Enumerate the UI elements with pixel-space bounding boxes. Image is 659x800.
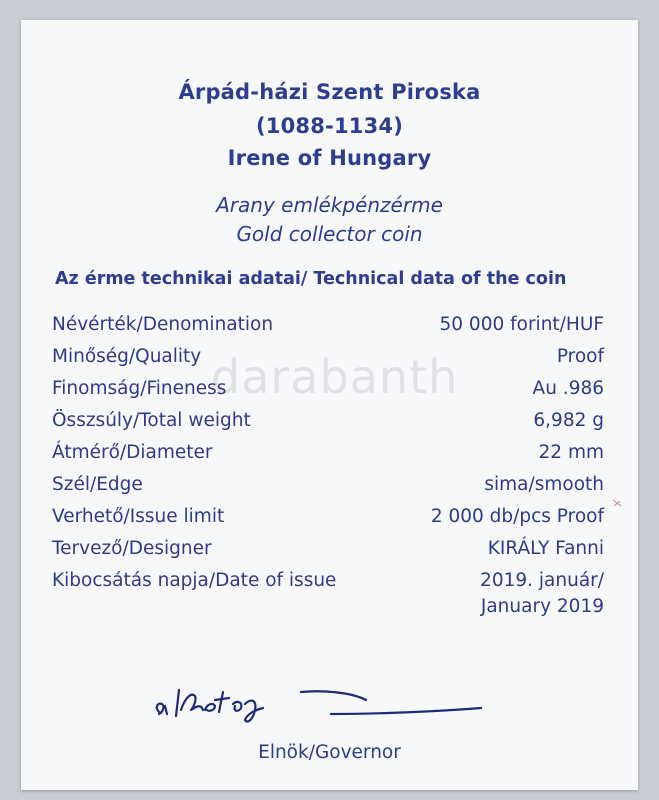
certificate-card — [21, 20, 638, 790]
row-value: 22 mm — [538, 442, 604, 463]
row-total-weight — [52, 410, 604, 434]
row-value: 2 000 db/pcs Proof — [430, 506, 604, 527]
row-value: 6,982 g — [533, 410, 604, 431]
row-label: Összsúly/Total weight — [52, 410, 251, 431]
row-label: Átmérő/Diameter — [52, 442, 213, 463]
row-value: Proof — [556, 346, 604, 367]
row-value: 50 000 forint/HUF — [439, 314, 604, 335]
row-quality — [52, 346, 604, 370]
row-value: sima/smooth — [484, 474, 604, 495]
coin-title-english: Irene of Hungary — [227, 146, 432, 170]
row-value: Au .986 — [532, 378, 604, 399]
row-label: Kibocsátás napja/Date of issue — [52, 570, 337, 591]
row-edge — [52, 474, 604, 498]
coin-type-hungarian: Arany emlékpénzérme — [216, 193, 443, 217]
row-denomination — [52, 314, 604, 338]
row-label: Névérték/Denomination — [52, 314, 274, 335]
coin-title-hungarian: Árpád-házi Szent Piroska — [178, 80, 481, 104]
row-label: Tervező/Designer — [52, 538, 212, 559]
row-label: Szél/Edge — [52, 474, 143, 495]
row-value: January 2019 — [480, 596, 604, 617]
row-value: 2019. január/ — [480, 570, 604, 591]
technical-data-heading: Az érme technikai adatai/ Technical data of the coin — [55, 269, 567, 289]
coin-years: (1088-1134) — [255, 114, 403, 138]
coin-type-english: Gold collector coin — [236, 222, 423, 246]
row-diameter — [52, 442, 604, 466]
row-issue-limit — [52, 506, 604, 530]
row-value: KIRÁLY Fanni — [487, 538, 604, 559]
row-date-of-issue — [52, 570, 604, 594]
row-designer — [52, 538, 604, 562]
governor-signature — [151, 670, 491, 730]
pencil-mark-icon — [612, 498, 622, 508]
watermark: darabanth — [211, 350, 459, 404]
row-label: Finomság/Fineness — [52, 378, 227, 399]
row-label: Verhető/Issue limit — [52, 506, 225, 527]
row-fineness — [52, 378, 604, 402]
governor-label: Elnök/Governor — [258, 742, 401, 763]
row-label: Minőség/Quality — [52, 346, 202, 367]
row-date-of-issue-continued — [52, 596, 604, 620]
